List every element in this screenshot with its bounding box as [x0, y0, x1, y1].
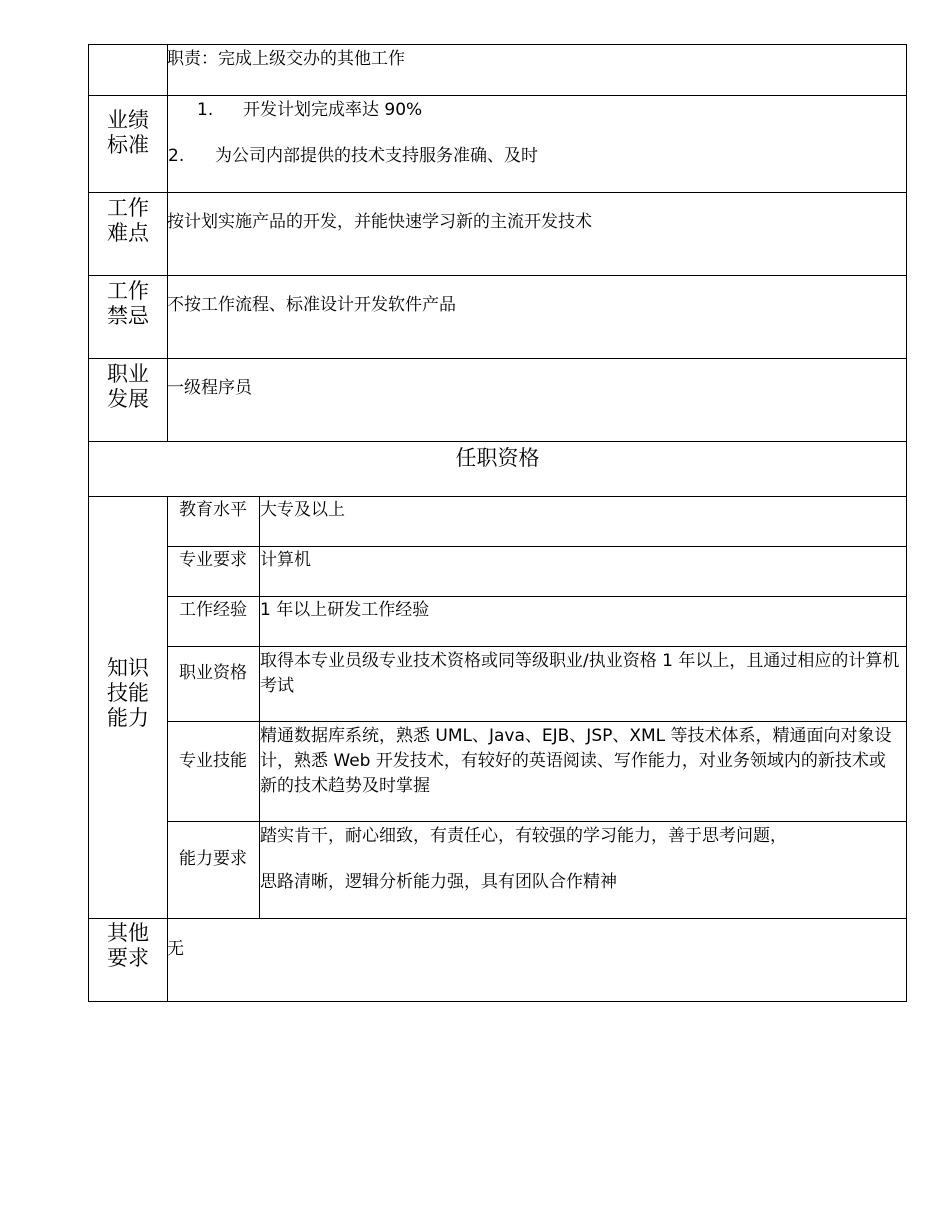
duty-text: 职责：完成上级交办的其他工作	[167, 49, 405, 69]
ability-label: 能力要求	[179, 849, 247, 869]
other-text: 无	[167, 939, 184, 959]
ability-value-line-2: 思路清晰，逻辑分析能力强，具有团队合作精神	[260, 872, 617, 892]
skills-label: 专业技能	[179, 751, 247, 771]
performance-item-2-number: 2.	[168, 146, 185, 166]
ability-value-line-1: 踏实肯干，耐心细致，有责任心，有较强的学习能力，善于思考问题，	[260, 826, 787, 846]
qualification-header: 任职资格	[455, 446, 540, 470]
experience-label: 工作经验	[179, 600, 247, 620]
career-label: 职业 发展	[107, 362, 149, 411]
education-label: 教育水平	[179, 500, 247, 520]
taboo-text: 不按工作流程、标准设计开发软件产品	[167, 295, 456, 315]
major-value: 计算机	[260, 550, 311, 570]
major-label: 专业要求	[179, 550, 247, 570]
duty-label-cell	[88, 44, 168, 96]
career-text: 一级程序员	[167, 378, 252, 398]
ability-label-cell	[167, 821, 260, 919]
performance-label: 业绩 标准	[107, 108, 149, 157]
career-content-cell	[167, 358, 907, 442]
difficulty-text: 按计划实施产品的开发，并能快速学习新的主流开发技术	[167, 212, 592, 232]
knowledge-label: 知识 技能 能力	[107, 656, 149, 730]
performance-item-1-text: 开发计划完成率达 90%	[243, 100, 423, 120]
taboo-label: 工作 禁忌	[107, 279, 149, 328]
major-value-cell	[259, 546, 907, 597]
certification-value: 取得本专业员级专业技术资格或同等级职业/执业资格 1 年以上，且通过相应的计算机考试	[260, 651, 900, 696]
performance-item-2-text: 为公司内部提供的技术支持服务准确、及时	[215, 146, 538, 166]
performance-item-1-number: 1.	[197, 100, 214, 120]
certification-label: 职业资格	[179, 663, 247, 683]
difficulty-label: 工作 难点	[107, 196, 149, 245]
skills-value: 精通数据库系统，熟悉 UML、Java、EJB、JSP、XML 等技术体系，精通面向对象设计，熟悉 Web 开发技术，有较好的英语阅读、写作能力，对业务领域内的新技术或新的技术趋势及时掌握	[260, 726, 892, 796]
certification-label-cell	[167, 646, 260, 722]
experience-value: 1 年以上研发工作经验	[260, 600, 430, 620]
other-content-cell	[167, 918, 907, 1002]
education-value-cell	[259, 496, 907, 547]
other-label: 其他 要求	[107, 921, 149, 970]
education-value: 大专及以上	[260, 500, 345, 520]
